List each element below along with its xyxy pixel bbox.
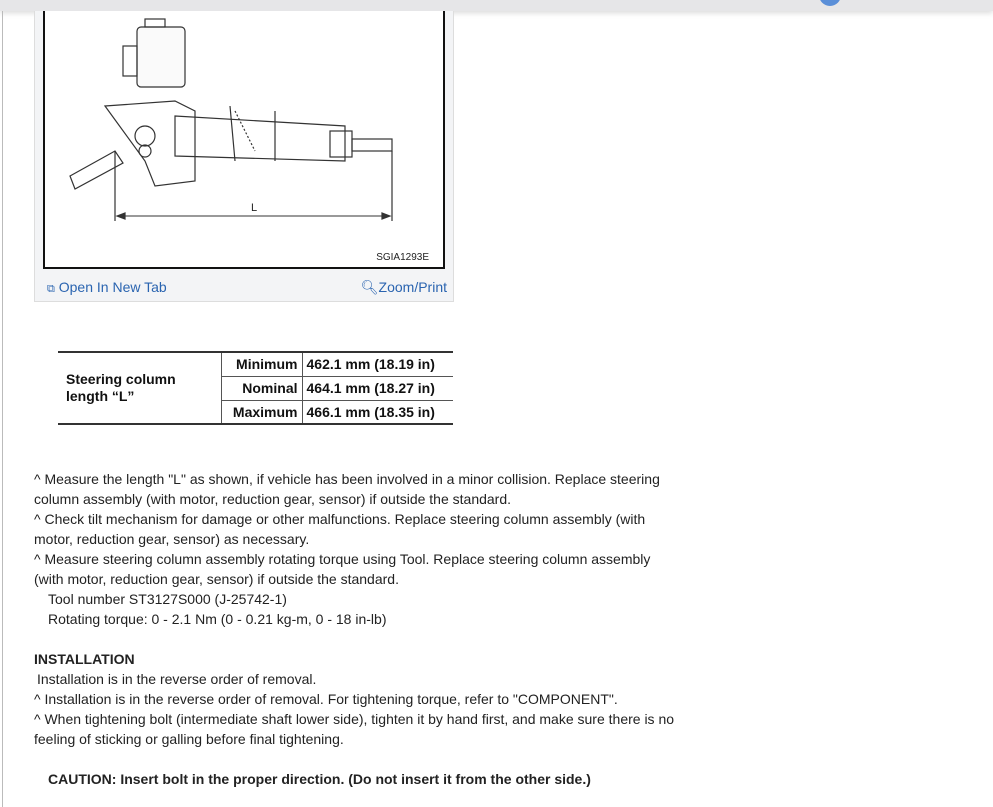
rotating-torque: Rotating torque: 0 - 2.1 Nm (0 - 0.21 kg-m, 0 - 18 in-lb) [48, 611, 387, 627]
zoom-print-link[interactable]: 🔍︎Zoom/Print [360, 279, 447, 295]
spec-label: Minimum [221, 352, 302, 376]
spec-label: Maximum [221, 400, 302, 424]
paragraph: Installation is in the reverse order of removal. [37, 671, 317, 687]
dimension-label: L [251, 202, 258, 214]
tool-number: Tool number ST3127S000 (J-25742-1) [48, 591, 287, 607]
steering-column-diagram [43, 11, 445, 269]
procedure-text [34, 469, 674, 789]
section-heading: INSTALLATION [34, 651, 135, 667]
figure-panel [34, 11, 454, 302]
browser-toolbar [0, 0, 993, 11]
divider [2, 11, 3, 807]
spec-item: Steering column length “L” [58, 352, 221, 424]
caution-note: CAUTION: Insert bolt in the proper direction. (Do not insert it from the other side.) [48, 771, 591, 787]
new-tab-icon: ⧉ [47, 283, 55, 295]
bullet: ^ Measure the length "L" as shown, if vehicle has been involved in a minor collision. Replace steering column assembly (with motor, reduction gear, sensor) if outside the standard. [34, 471, 660, 507]
spec-value: 466.1 mm (18.35 in) [302, 400, 453, 424]
spec-value: 462.1 mm (18.19 in) [306, 356, 435, 373]
bullet: ^ Installation is in the reverse order of removal. For tightening torque, refer to "COMPONENT". [34, 691, 618, 707]
spec-value: 464.1 mm (18.27 in) [302, 376, 453, 400]
zoom-icon: 🔍︎ [360, 279, 379, 295]
bullet: ^ When tightening bolt (intermediate shaft lower side), tighten it by hand first, and make sure there is no feeling of sticking or galling before final tightening. [34, 711, 675, 747]
figure-id: SGIA1293E [376, 252, 429, 263]
bullet: ^ Check tilt mechanism for damage or other malfunctions. Replace steering column assembly (with motor, reduction gear, sensor) as necessary. [34, 511, 646, 547]
table-row [58, 352, 453, 376]
profile-icon[interactable] [819, 0, 841, 6]
bullet: ^ Measure steering column assembly rotating torque using Tool. Replace steering column assembly (with motor, reduction gear, sensor) if outside the standard. [34, 551, 651, 587]
spec-table [58, 351, 453, 425]
spec-label: Nominal [221, 376, 302, 400]
open-in-new-tab-link[interactable]: ⧉ Open In New Tab [47, 279, 167, 295]
